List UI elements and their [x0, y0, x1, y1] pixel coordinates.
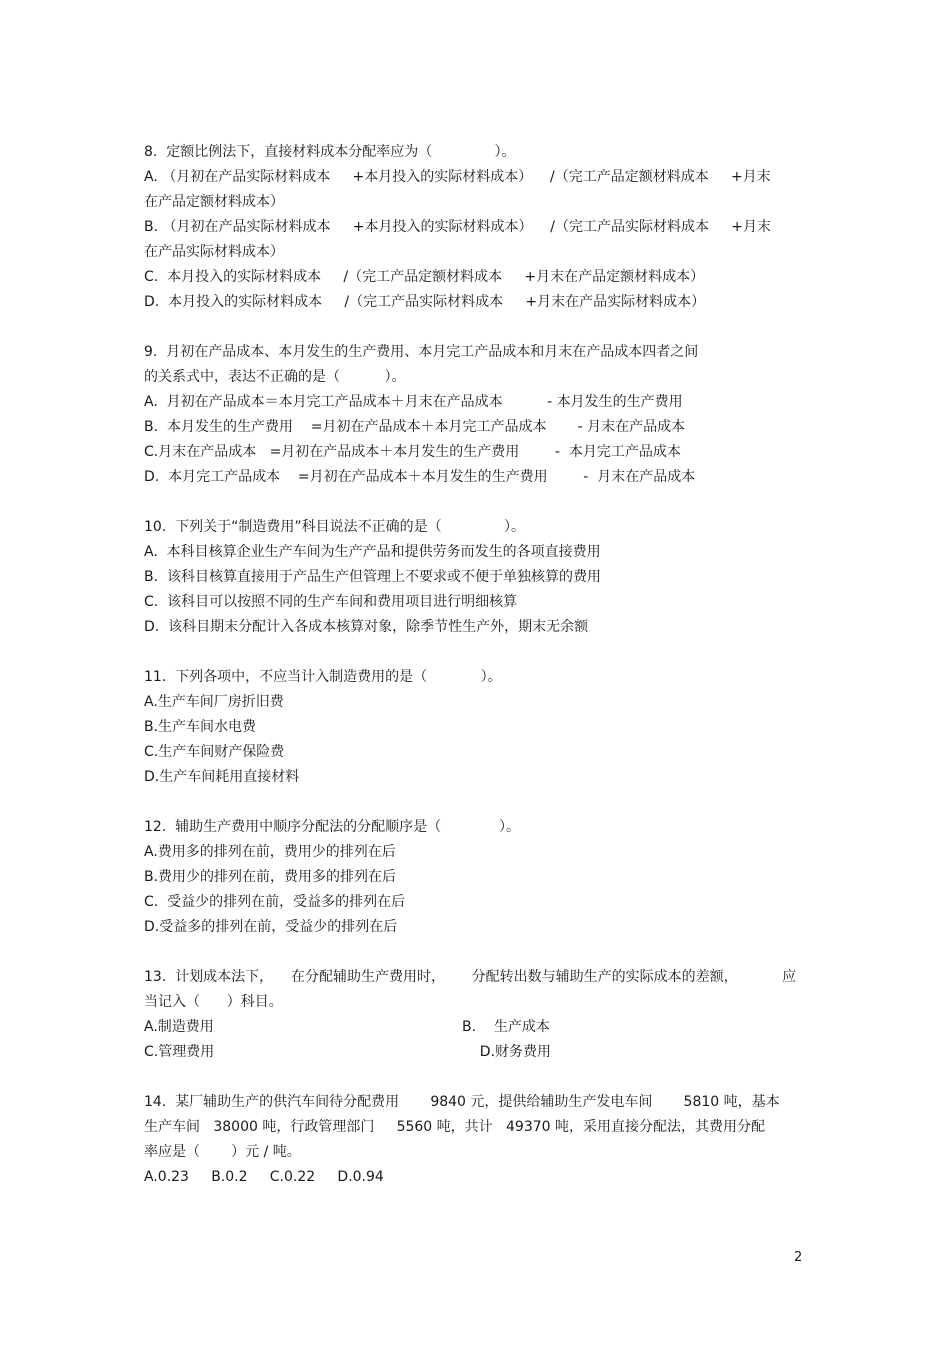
question-stem: 9. 月初在产品成本、本月发生的生产费用、本月完工产品成本和月末在产品成本四者之间: [144, 344, 699, 360]
option-a-continued: 在产品定额材料成本）: [144, 194, 284, 210]
option-a: A.费用多的排列在前，费用少的排列在后: [144, 844, 396, 860]
option-c: C. 本月投入的实际材料成本 /（完工产品定额材料成本 +月末在产品定额材料成本）: [144, 269, 705, 285]
question-8: [144, 140, 806, 315]
option-a: A. 本科目核算企业生产车间为生产产品和提供劳务而发生的各项直接费用: [144, 544, 601, 560]
question-stem-continued: 生产车间 38000 吨，行政管理部门 5560 吨，共计 49370 吨，采用直接分配法，其费用分配: [144, 1119, 766, 1135]
option-b: B. （月初在产品实际材料成本 +本月投入的实际材料成本） /（完工产品实际材料成本 +月末: [144, 219, 771, 235]
question-stem: 14. 某厂辅助生产的供汽车间待分配费用 9840 元，提供给辅助生产发电车间 5810 吨，基本: [144, 1094, 780, 1110]
question-10: [144, 515, 806, 640]
option-c: C. 受益少的排列在前，受益多的排列在后: [144, 894, 406, 910]
option-b: B.费用少的排列在前，费用多的排列在后: [144, 869, 397, 885]
option-d: D.财务费用: [462, 1044, 552, 1060]
answer-options: A.0.23 B.0.2 C.0.22 D.0.94: [144, 1169, 384, 1185]
question-stem: 13. 计划成本法下， 在分配辅助生产费用时， 分配转出数与辅助生产的实际成本的差额， 应: [144, 969, 797, 985]
options-row-1: [144, 1015, 806, 1040]
option-d: D.受益多的排列在前，受益少的排列在后: [144, 919, 398, 935]
question-stem: 12. 辅助生产费用中顺序分配法的分配顺序是（ ）。: [144, 819, 521, 835]
option-b-continued: 在产品实际材料成本）: [144, 244, 284, 260]
question-stem: 10. 下列关于“制造费用”科目说法不正确的是（ ）。: [144, 519, 525, 535]
question-13: [144, 965, 806, 1065]
question-list: [144, 140, 806, 1215]
page-number: 2: [794, 1250, 803, 1265]
question-14: [144, 1090, 806, 1190]
question-12: [144, 815, 806, 940]
question-stem: 8. 定额比例法下，直接材料成本分配率应为（ ）。: [144, 144, 516, 160]
question-stem-continued: 当记入（ ）科目。: [144, 994, 283, 1010]
option-a: A.制造费用: [144, 1019, 214, 1035]
options-row-2: [144, 1040, 806, 1065]
question-11: [144, 665, 806, 790]
option-d: D. 该科目期末分配计入各成本核算对象，除季节性生产外，期末无余额: [144, 619, 589, 635]
option-b: B.生产车间水电费: [144, 719, 257, 735]
option-a: A.生产车间厂房折旧费: [144, 694, 284, 710]
question-stem: 11. 下列各项中，不应当计入制造费用的是（ ）。: [144, 669, 502, 685]
option-c: C.月末在产品成本 =月初在产品成本＋本月发生的生产费用 - 本月完工产品成本: [144, 444, 681, 460]
option-a: A. （月初在产品实际材料成本 +本月投入的实际材料成本） /（完工产品定额材料成本 +月末: [144, 169, 771, 185]
option-c: C. 该科目可以按照不同的生产车间和费用项目进行明细核算: [144, 594, 518, 610]
question-stem-end: 率应是（ ）元 / 吨。: [144, 1144, 301, 1160]
question-9: [144, 340, 806, 490]
option-c: C.生产车间财产保险费: [144, 744, 285, 760]
option-b: B. 生产成本: [462, 1019, 550, 1035]
option-b: B. 本月发生的生产费用 =月初在产品成本＋本月完工产品成本 - 月末在产品成本: [144, 419, 686, 435]
option-d: D. 本月完工产品成本 =月初在产品成本＋本月发生的生产费用 - 月末在产品成本: [144, 469, 696, 485]
option-b: B. 该科目核算直接用于产品生产但管理上不要求或不便于单独核算的费用: [144, 569, 601, 585]
question-stem-continued: 的关系式中，表达不正确的是（ ）。: [144, 369, 406, 385]
option-d: D. 本月投入的实际材料成本 /（完工产品实际材料成本 +月末在产品实际材料成本）: [144, 294, 706, 310]
option-d: D.生产车间耗用直接材料: [144, 769, 300, 785]
option-c: C.管理费用: [144, 1044, 215, 1060]
option-a: A. 月初在产品成本＝本月完工产品成本＋月末在产品成本 - 本月发生的生产费用: [144, 394, 683, 410]
